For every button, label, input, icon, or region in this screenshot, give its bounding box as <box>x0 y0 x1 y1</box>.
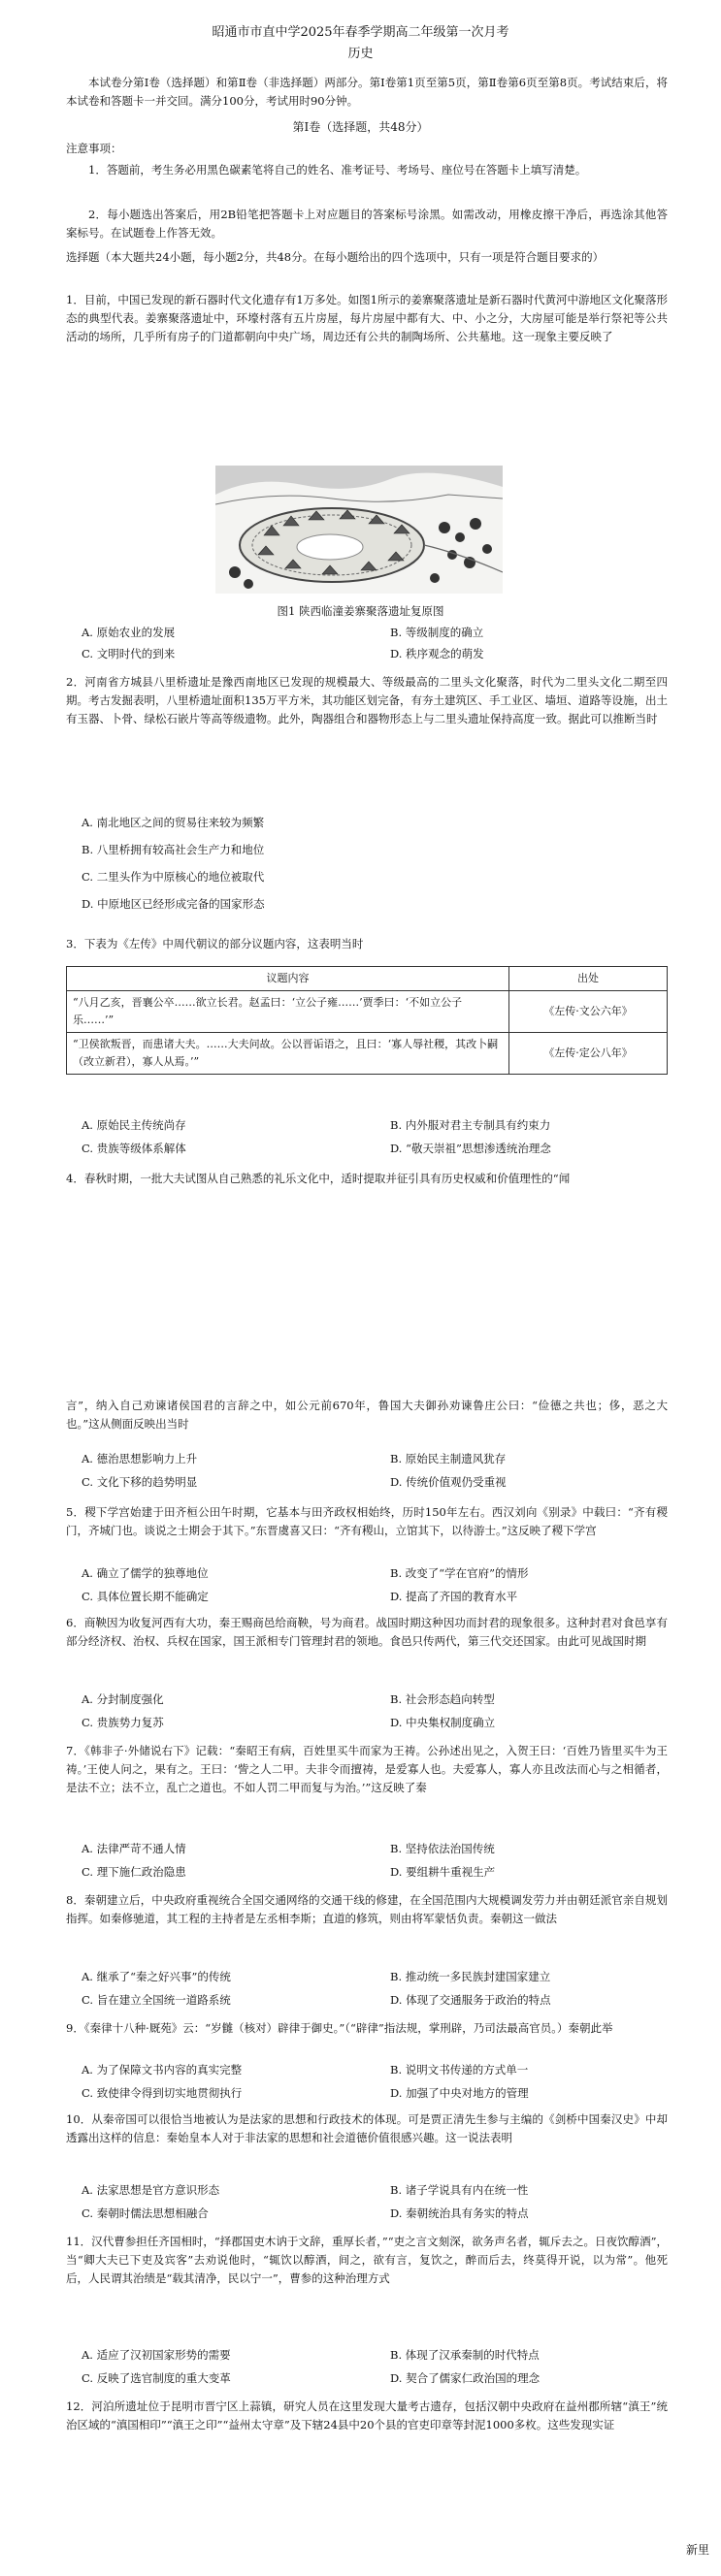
q11-option-a: A. 适应了汉初国家形势的需要 <box>82 2348 231 2362</box>
q1-option-d: D. 秩序观念的萌发 <box>390 647 484 660</box>
q4-option-d: D. 传统价值观仍受重视 <box>390 1475 507 1489</box>
q3-option-b: B. 内外服对君主专制具有约束力 <box>390 1118 551 1132</box>
q1-option-b: B. 等级制度的确立 <box>390 626 484 639</box>
q6-option-c: C. 贵族势力复苏 <box>82 1716 164 1729</box>
table-header-source: 出处 <box>509 967 668 991</box>
question-7-stem: 7．《韩非子·外储说右下》记载：“秦昭王有病，百姓里买牛而家为王祷。公孙述出见之，入贺王曰：‘百姓乃皆里买牛为王祷。’王使人问之，果有之。王曰：‘訾之人二甲。夫非令而擅祷，是爱寡人也。夫爱寡人，寡人亦且改法而心与之相循者，是法不立；法不立，乱亡之道也。不如人罚二甲而复与为治。’”这反映了秦 <box>66 1744 668 1794</box>
q10-option-c: C. 秦朝时儒法思想相融合 <box>82 2206 209 2220</box>
q7-option-d: D. 要组耕牛重视生产 <box>390 1865 496 1879</box>
q8-option-d: D. 体现了交通服务于政治的特点 <box>390 1993 551 2007</box>
note-1: 1．答题前，考生务必用黑色碳素笔将自己的姓名、准考证号、考场号、座位号在答题卡上填写清楚。 <box>88 163 587 177</box>
q1-option-a: A. 原始农业的发展 <box>82 626 176 639</box>
question-5-stem: 5．稷下学宫始建于田齐桓公田午时期，它基本与田齐政权相始终，历时150年左右。西汉刘向《别录》中载曰：“齐有稷门，齐城门也。谈说之士期会于其下。”东晋虞喜又曰：“齐有稷山，立馆其下，以待游士。”这反映了稷下学宫 <box>66 1505 668 1537</box>
question-8-stem: 8．秦朝建立后，中央政府重视统合全国交通网络的交通干线的修建，在全国范围内大规模调发劳力并由朝廷派官亲自规划指挥。如秦修驰道，其工程的主持者是左丞相李斯；直道的修筑，则由将军蒙恬负责。秦朝这一做法 <box>66 1893 668 1925</box>
table-cell-source: 《左传·定公八年》 <box>509 1033 668 1075</box>
q11-option-d: D. 契合了儒家仁政治国的理念 <box>390 2371 541 2385</box>
table-header-content: 议题内容 <box>67 967 509 991</box>
q8-option-c: C. 旨在建立全国统一道路系统 <box>82 1993 231 2007</box>
table-row <box>67 1033 668 1075</box>
exam-title: 昭通市市直中学2025年春季学期高二年级第一次月考 <box>212 25 509 40</box>
q11-option-c: C. 反映了选官制度的重大变革 <box>82 2371 231 2385</box>
q5-option-d: D. 提高了齐国的教育水平 <box>390 1590 518 1603</box>
q5-option-c: C. 具体位置长期不能确定 <box>82 1590 209 1603</box>
question-9-stem: 9．《秦律十八种·厩苑》云：“岁雠（核对）辟律于御史。”（“辟律”指法规，掌刑辟，乃司法最高官员。）秦朝此举 <box>66 2021 613 2035</box>
question-3-stem: 3．下表为《左传》中周代朝议的部分议题内容，这表明当时 <box>66 937 364 950</box>
page-mark: 新里 <box>685 2543 709 2557</box>
question-4-stem-continued: 言”，纳入自己劝谏诸侯国君的言辞之中，如公元前670年，鲁国大夫御孙劝谏鲁庄公曰：“俭德之共也；侈，恶之大也。”这从侧面反映出当时 <box>66 1399 668 1431</box>
table-cell-content: “八月乙亥，晋襄公卒……欲立长君。赵孟曰：‘立公子雍……’贾季曰：‘不如立公子乐……’” <box>67 991 509 1033</box>
question-1-stem: 1．目前，中国已发现的新石器时代文化遗存有1万多处。如图1所示的姜寨聚落遗址是新石器时代黄河中游地区文化聚落形态的典型代表。姜寨聚落遗址中，环壕村落有五片房屋，每片房屋中都有大、中、小之分，大房屋可能是举行祭祀等公共活动的场所，几乎所有房子的门道都朝向中央广场，周边还有公共的制陶场所、公共墓地。这一现象主要反映了 <box>66 293 668 343</box>
note-2: 2．每小题选出答案后，用2B铅笔把答题卡上对应题目的答案标号涂黑。如需改动，用橡皮擦干净后，再选涂其他答案标号。在试题卷上作答无效。 <box>66 208 668 240</box>
q4-option-a: A. 德治思想影响力上升 <box>82 1452 198 1465</box>
part1-title: 第Ⅰ卷（选择题，共48分） <box>292 120 429 134</box>
subject-title: 历史 <box>347 47 374 61</box>
question-2-stem: 2．河南省方城县八里桥遗址是豫西南地区已发现的规模最大、等级最高的二里头文化聚落，时代为二里头文化二期至四期。考古发掘表明，八里桥遗址面积135万平方米，其功能区划完备，有夯土建筑区、手工业区、墙垣、道路等设施，出土有玉器、卜骨、绿松石嵌片等高等级遗物。此外，陶器组合和器物形态上与二里头遗址保持高度一致。据此可以推断当时 <box>66 675 668 725</box>
q5-option-a: A. 确立了儒学的独尊地位 <box>82 1566 209 1580</box>
q2-option-d: D. 中原地区已经形成完备的国家形态 <box>82 897 265 911</box>
q7-option-a: A. 法律严苛不通人情 <box>82 1842 186 1855</box>
section-title: 选择题（本大题共24小题，每小题2分，共48分。在每小题给出的四个选项中，只有一项是符合题目要求的） <box>66 250 605 264</box>
question-10-stem: 10．从秦帝国可以很恰当地被认为是法家的思想和行政技术的体现。可是贾正清先生参与主编的《剑桥中国秦汉史》中却透露出这样的信息：秦始皇本人对于非法家的思想和社会道德价值很感兴趣。这一说法表明 <box>66 2112 668 2144</box>
question-11-stem: 11．汉代曹参担任齐国相时，“择郡国吏木讷于文辞，重厚长者，”“吏之言文刻深，欲务声名者，辄斥去之。日夜饮醇酒”，当“卿大夫已下吏及宾客”去劝说他时，“辄饮以醇酒，间之，欲有言，复饮之，醉而后去，终莫得开说，以为常”。他死后，人民谓其治绩是“载其清净，民以宁一”，曹参的这种治理方式 <box>66 2235 668 2285</box>
table-cell-source: 《左传·文公六年》 <box>509 991 668 1033</box>
q7-option-b: B. 坚持依法治国传统 <box>390 1842 495 1855</box>
q1-option-c: C. 文明时代的到来 <box>82 647 176 660</box>
q4-option-b: B. 原始民主制遗风犹存 <box>390 1452 507 1465</box>
q11-option-b: B. 体现了汉承秦制的时代特点 <box>390 2348 540 2362</box>
table-row <box>67 991 668 1033</box>
q3-option-d: D. “敬天崇祖”思想渗透统治理念 <box>390 1142 551 1155</box>
q10-option-d: D. 秦朝统治具有务实的特点 <box>390 2206 529 2220</box>
table-cell-content: “卫侯欲叛晋，而患诸大夫。……大夫问故。公以晋诟语之，且曰：‘寡人辱社稷，其改卜嗣（改立新君），寡人从焉。’” <box>67 1033 509 1075</box>
settlement-illustration <box>215 466 503 594</box>
question-4-stem: 4．春秋时期，一批大夫试图从自己熟悉的礼乐文化中，适时提取并征引具有历史权威和价值理性的“闻 <box>66 1172 571 1185</box>
q4-option-c: C. 文化下移的趋势明显 <box>82 1475 198 1489</box>
q9-option-c: C. 致使律令得到切实地贯彻执行 <box>82 2086 243 2100</box>
q7-option-c: C. 理下施仁政治隐患 <box>82 1865 186 1879</box>
q10-option-b: B. 诸子学说具有内在统一性 <box>390 2183 529 2197</box>
q2-option-b: B. 八里桥拥有较高社会生产力和地位 <box>82 843 265 856</box>
notes-title: 注意事项： <box>66 142 122 155</box>
q9-option-a: A. 为了保障文书内容的真实完整 <box>82 2063 243 2077</box>
q6-option-a: A. 分封制度强化 <box>82 1692 164 1706</box>
q9-option-b: B. 说明文书传递的方式单一 <box>390 2063 529 2077</box>
q3-option-a: A. 原始民主传统尚存 <box>82 1118 186 1132</box>
q6-option-b: B. 社会形态趋向转型 <box>390 1692 495 1706</box>
q10-option-a: A. 法家思想是官方意识形态 <box>82 2183 220 2197</box>
q8-option-b: B. 推动统一多民族封建国家建立 <box>390 1970 551 1983</box>
q2-option-a: A. 南北地区之间的贸易往来较为频繁 <box>82 816 265 829</box>
q9-option-d: D. 加强了中央对地方的管理 <box>390 2086 529 2100</box>
q6-option-d: D. 中央集权制度确立 <box>390 1716 496 1729</box>
figure-caption: 图1 陕西临潼姜寨聚落遗址复原图 <box>277 604 444 618</box>
intro-text: 本试卷分第Ⅰ卷（选择题）和第Ⅱ卷（非选择题）两部分。第Ⅰ卷第1页至第5页，第Ⅱ卷第6页至第8页。考试结束后，将本试卷和答题卡一并交回。满分100分，考试用时90分钟。 <box>66 76 668 108</box>
q3-option-c: C. 贵族等级体系解体 <box>82 1142 186 1155</box>
agenda-table <box>66 966 668 1075</box>
q5-option-b: B. 改变了“学在官府”的情形 <box>390 1566 529 1580</box>
q2-option-c: C. 二里头作为中原核心的地位被取代 <box>82 870 265 884</box>
table-header-row <box>67 967 668 991</box>
question-6-stem: 6．商鞅因为收复河西有大功，秦王赐商邑给商鞅，号为商君。战国时期这种因功而封君的现象很多。这种封君对食邑享有部分经济权、治权、兵权在国家，国王派相专门管理封君的领地。食邑只传两代，第三代交还国家。由此可见战国时期 <box>66 1616 668 1648</box>
question-12-stem: 12．河泊所遗址位于昆明市晋宁区上蒜镇，研究人员在这里发现大量考古遗存，包括汉朝中央政府在益州郡所辖“滇王”统治区域的“滇国相印”“滇王之印”“益州太守章”及下辖24县中20个县的官吏印章等封泥1000多枚。这些发现实证 <box>66 2399 668 2431</box>
q8-option-a: A. 继承了“秦之好兴事”的传统 <box>82 1970 231 1983</box>
